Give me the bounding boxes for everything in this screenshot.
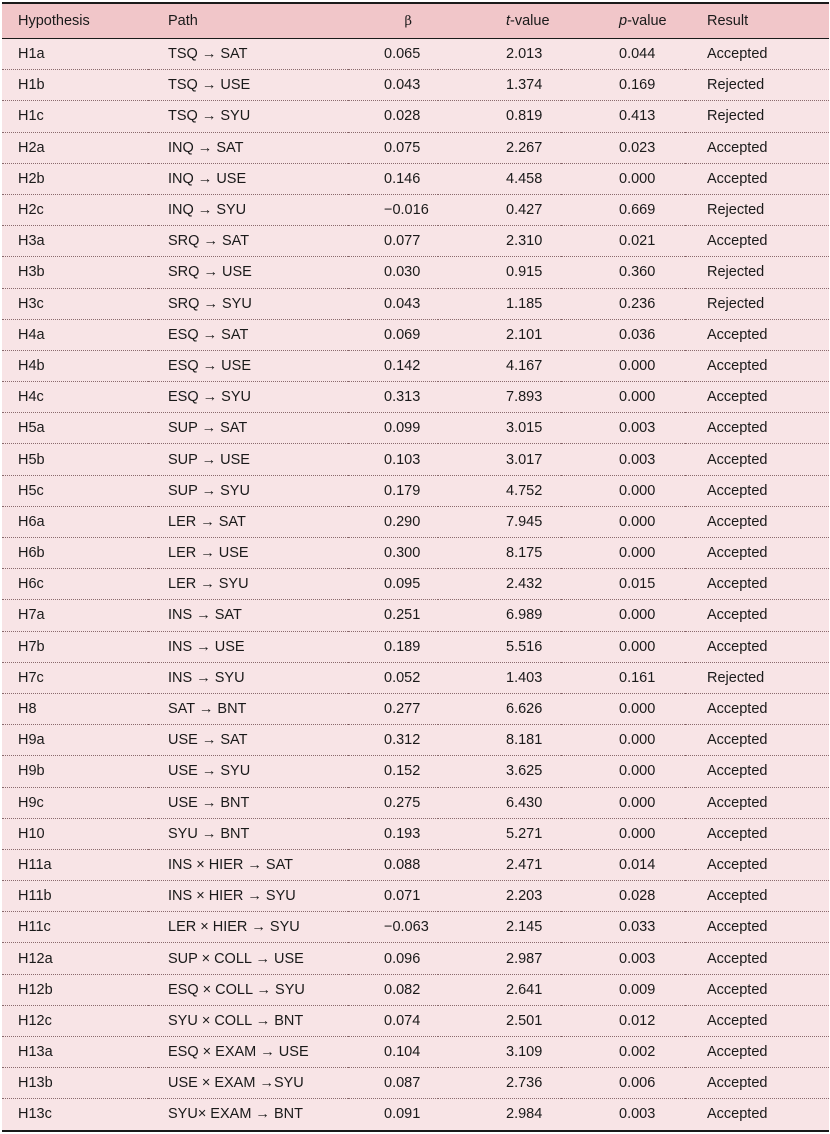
cell-hypothesis: H12b — [2, 974, 148, 1005]
cell-path: SUP → SYU — [148, 475, 348, 506]
cell-t-value: 2.310 — [438, 226, 561, 257]
cell-t-value: 3.017 — [438, 444, 561, 475]
cell-hypothesis: H11b — [2, 881, 148, 912]
cell-path: INS → USE — [148, 631, 348, 662]
cell-t-value: 4.458 — [438, 163, 561, 194]
cell-p-value: 0.002 — [561, 1037, 685, 1068]
cell-t-value: 3.015 — [438, 413, 561, 444]
cell-result: Rejected — [685, 101, 829, 132]
cell-p-value: 0.036 — [561, 319, 685, 350]
cell-p-value: 0.000 — [561, 756, 685, 787]
cell-p-value: 0.161 — [561, 662, 685, 693]
cell-p-value: 0.033 — [561, 912, 685, 943]
cell-beta: −0.016 — [348, 194, 438, 225]
cell-hypothesis: H4c — [2, 382, 148, 413]
cell-hypothesis: H2a — [2, 132, 148, 163]
cell-t-value: 2.736 — [438, 1068, 561, 1099]
table-row — [2, 226, 829, 257]
cell-t-value: 0.427 — [438, 194, 561, 225]
cell-hypothesis: H11c — [2, 912, 148, 943]
cell-hypothesis: H1c — [2, 101, 148, 132]
cell-beta: 0.099 — [348, 413, 438, 444]
cell-t-value: 6.626 — [438, 693, 561, 724]
table-row — [2, 444, 829, 475]
cell-beta: 0.290 — [348, 506, 438, 537]
table-row — [2, 662, 829, 693]
table-row — [2, 382, 829, 413]
cell-hypothesis: H3a — [2, 226, 148, 257]
cell-beta: 0.095 — [348, 569, 438, 600]
cell-hypothesis: H9a — [2, 725, 148, 756]
cell-hypothesis: H3b — [2, 257, 148, 288]
cell-t-value: 7.893 — [438, 382, 561, 413]
cell-result: Accepted — [685, 849, 829, 880]
table-body — [2, 39, 829, 1130]
table-row — [2, 943, 829, 974]
cell-hypothesis: H2b — [2, 163, 148, 194]
cell-beta: 0.104 — [348, 1037, 438, 1068]
cell-t-value: 3.109 — [438, 1037, 561, 1068]
cell-beta: 0.300 — [348, 538, 438, 569]
table-row — [2, 631, 829, 662]
cell-hypothesis: H2c — [2, 194, 148, 225]
table-row — [2, 319, 829, 350]
cell-beta: 0.030 — [348, 257, 438, 288]
cell-path: SYU → BNT — [148, 818, 348, 849]
cell-hypothesis: H9c — [2, 787, 148, 818]
cell-p-value: 0.169 — [561, 70, 685, 101]
cell-p-value: 0.000 — [561, 538, 685, 569]
cell-result: Accepted — [685, 382, 829, 413]
cell-hypothesis: H10 — [2, 818, 148, 849]
cell-p-value: 0.006 — [561, 1068, 685, 1099]
header-p-italic: p — [619, 13, 628, 29]
cell-p-value: 0.000 — [561, 163, 685, 194]
cell-p-value: 0.003 — [561, 943, 685, 974]
cell-hypothesis: H7a — [2, 600, 148, 631]
cell-result: Accepted — [685, 912, 829, 943]
cell-t-value: 3.625 — [438, 756, 561, 787]
cell-p-value: 0.015 — [561, 569, 685, 600]
hypothesis-results-table — [2, 2, 829, 1132]
cell-hypothesis: H7c — [2, 662, 148, 693]
cell-t-value: 2.471 — [438, 849, 561, 880]
cell-result: Accepted — [707, 1106, 768, 1123]
table-row — [2, 693, 829, 724]
cell-result: Accepted — [685, 1037, 829, 1068]
cell-beta: 0.091 — [384, 1106, 421, 1123]
cell-p-value: 0.413 — [561, 101, 685, 132]
header-path: Path — [148, 4, 348, 39]
cell-t-value: 8.181 — [438, 725, 561, 756]
cell-path: SYU × COLL → BNT — [148, 1005, 348, 1036]
cell-p-value: 0.014 — [561, 849, 685, 880]
header-beta: β — [348, 4, 438, 39]
cell-hypothesis: H3c — [2, 288, 148, 319]
table-row — [2, 1068, 829, 1099]
cell-beta: 0.179 — [348, 475, 438, 506]
cell-path: INQ → SAT — [148, 132, 348, 163]
cell-p-value: 0.003 — [561, 444, 685, 475]
cell-p-value: 0.003 — [619, 1106, 656, 1123]
cell-t-value: 5.516 — [438, 631, 561, 662]
cell-hypothesis: H12c — [2, 1005, 148, 1036]
cell-t-value: 1.185 — [438, 288, 561, 319]
cell-p-value: 0.003 — [561, 413, 685, 444]
cell-beta: 0.313 — [348, 382, 438, 413]
cell-t-value: 2.203 — [438, 881, 561, 912]
cell-beta: 0.087 — [348, 1068, 438, 1099]
cell-p-value: 0.009 — [561, 974, 685, 1005]
header-t-value — [438, 4, 561, 39]
cell-path: USE → SYU — [148, 756, 348, 787]
cell-result: Accepted — [685, 538, 829, 569]
cell-result: Accepted — [685, 506, 829, 537]
cell-p-value: 0.669 — [561, 194, 685, 225]
cell-result: Accepted — [685, 725, 829, 756]
cell-result: Accepted — [685, 881, 829, 912]
cell-hypothesis: H4b — [2, 350, 148, 381]
table-row — [2, 163, 829, 194]
table-row — [2, 506, 829, 537]
cell-path: ESQ → USE — [148, 350, 348, 381]
cell-t-value: 4.167 — [438, 350, 561, 381]
cell-path: SUP × COLL → USE — [148, 943, 348, 974]
cell-path: LER → USE — [148, 538, 348, 569]
cell-path: LER → SAT — [148, 506, 348, 537]
cell-path: SRQ → SYU — [148, 288, 348, 319]
cell-t-value: 0.915 — [438, 257, 561, 288]
cell-beta: 0.142 — [348, 350, 438, 381]
cell-path: ESQ → SAT — [148, 319, 348, 350]
cell-path: SYU× EXAM → BNT — [168, 1106, 303, 1123]
cell-t-value: 5.271 — [438, 818, 561, 849]
header-p-value — [561, 4, 685, 39]
cell-p-value: 0.021 — [561, 226, 685, 257]
cell-hypothesis: H7b — [2, 631, 148, 662]
cell-result: Accepted — [685, 818, 829, 849]
cell-p-value: 0.028 — [561, 881, 685, 912]
cell-path: LER → SYU — [148, 569, 348, 600]
cell-result: Rejected — [685, 257, 829, 288]
table-row — [2, 538, 829, 569]
cell-beta: 0.152 — [348, 756, 438, 787]
cell-result: Accepted — [685, 444, 829, 475]
results-table — [2, 4, 829, 1130]
table-row — [2, 849, 829, 880]
cell-p-value: 0.044 — [561, 39, 685, 70]
cell-result: Accepted — [685, 226, 829, 257]
cell-t-value: 2.501 — [438, 1005, 561, 1036]
cell-p-value: 0.000 — [561, 693, 685, 724]
cell-path: ESQ → SYU — [148, 382, 348, 413]
cell-t-value: 2.987 — [438, 943, 561, 974]
cell-beta: 0.189 — [348, 631, 438, 662]
table-row — [2, 600, 829, 631]
cell-beta: 0.069 — [348, 319, 438, 350]
cell-path: SRQ → SAT — [148, 226, 348, 257]
cell-beta: 0.043 — [348, 288, 438, 319]
cell-beta: 0.277 — [348, 693, 438, 724]
table-row — [2, 350, 829, 381]
table-row — [2, 1037, 829, 1068]
cell-t-value: 6.989 — [438, 600, 561, 631]
table-row — [2, 132, 829, 163]
cell-result: Accepted — [685, 756, 829, 787]
cell-beta: 0.065 — [348, 39, 438, 70]
cell-result: Accepted — [685, 413, 829, 444]
cell-result: Accepted — [685, 163, 829, 194]
cell-result: Accepted — [685, 1005, 829, 1036]
cell-t-value: 2.641 — [438, 974, 561, 1005]
table-row — [2, 413, 829, 444]
cell-path: TSQ → USE — [148, 70, 348, 101]
cell-result: Rejected — [685, 662, 829, 693]
cell-beta: −0.063 — [348, 912, 438, 943]
cell-path: INQ → USE — [148, 163, 348, 194]
table-row — [2, 1005, 829, 1036]
cell-result: Accepted — [685, 1068, 829, 1099]
cell-hypothesis: H11a — [2, 849, 148, 880]
cell-path: INS → SYU — [148, 662, 348, 693]
cell-path: ESQ × EXAM → USE — [148, 1037, 348, 1068]
cell-result: Accepted — [685, 39, 829, 70]
cell-path: TSQ → SYU — [148, 101, 348, 132]
cell-hypothesis: H13a — [2, 1037, 148, 1068]
cell-t-value: 2.101 — [438, 319, 561, 350]
cell-path: SRQ → USE — [148, 257, 348, 288]
cell-hypothesis: H6c — [2, 569, 148, 600]
cell-result: Accepted — [685, 350, 829, 381]
cell-result: Accepted — [685, 600, 829, 631]
cell-beta: 0.074 — [348, 1005, 438, 1036]
cell-hypothesis: H12a — [2, 943, 148, 974]
cell-t-value: 0.819 — [438, 101, 561, 132]
cell-hypothesis: H4a — [2, 319, 148, 350]
cell-p-value: 0.000 — [561, 382, 685, 413]
cell-hypothesis: H5b — [2, 444, 148, 475]
cell-result: Accepted — [685, 569, 829, 600]
table-row — [2, 818, 829, 849]
cell-path: INQ → SYU — [148, 194, 348, 225]
cell-p-value: 0.000 — [561, 787, 685, 818]
cell-t-value: 8.175 — [438, 538, 561, 569]
cell-t-value: 4.752 — [438, 475, 561, 506]
cell-beta: 0.088 — [348, 849, 438, 880]
table-row — [2, 725, 829, 756]
cell-p-value: 0.360 — [561, 257, 685, 288]
cell-hypothesis: H6b — [2, 538, 148, 569]
cell-path: LER × HIER → SYU — [148, 912, 348, 943]
cell-beta: 0.075 — [348, 132, 438, 163]
cell-path: SUP → SAT — [148, 413, 348, 444]
cell-t-value: 2.432 — [438, 569, 561, 600]
header-p-rest: -value — [627, 13, 667, 29]
cell-beta: 0.077 — [348, 226, 438, 257]
cell-beta: 0.052 — [348, 662, 438, 693]
cell-path: INS × HIER → SAT — [148, 849, 348, 880]
cell-t-value: 1.374 — [438, 70, 561, 101]
table-row — [2, 194, 829, 225]
table-row — [2, 101, 829, 132]
cell-path: INS × HIER → SYU — [148, 881, 348, 912]
table-row — [2, 475, 829, 506]
cell-result: Rejected — [685, 70, 829, 101]
cell-t-value: 2.267 — [438, 132, 561, 163]
cell-path: USE × EXAM →SYU — [148, 1068, 348, 1099]
cell-result: Accepted — [685, 693, 829, 724]
table-row — [2, 912, 829, 943]
table-row — [2, 787, 829, 818]
table-row — [2, 569, 829, 600]
cell-result: Accepted — [685, 974, 829, 1005]
cell-p-value: 0.236 — [561, 288, 685, 319]
cell-hypothesis: H5c — [2, 475, 148, 506]
table-row — [2, 881, 829, 912]
cell-p-value: 0.000 — [561, 506, 685, 537]
table-row — [2, 70, 829, 101]
cell-t-value: 7.945 — [438, 506, 561, 537]
cell-hypothesis: H13b — [2, 1068, 148, 1099]
table-row — [2, 39, 829, 70]
cell-result: Accepted — [685, 787, 829, 818]
cell-t-value: 2.013 — [438, 39, 561, 70]
cell-result: Accepted — [685, 132, 829, 163]
cell-beta: 0.275 — [348, 787, 438, 818]
cell-beta: 0.043 — [348, 70, 438, 101]
table-row — [2, 1099, 829, 1130]
cell-p-value: 0.000 — [561, 725, 685, 756]
header-hypothesis: Hypothesis — [2, 4, 148, 39]
cell-hypothesis: H6a — [2, 506, 148, 537]
cell-beta: 0.096 — [348, 943, 438, 974]
cell-hypothesis: H1a — [2, 39, 148, 70]
cell-t-value: 2.984 — [506, 1106, 543, 1123]
cell-beta: 0.071 — [348, 881, 438, 912]
cell-p-value: 0.000 — [561, 818, 685, 849]
cell-result: Rejected — [685, 288, 829, 319]
cell-beta: 0.251 — [348, 600, 438, 631]
cell-p-value: 0.000 — [561, 600, 685, 631]
cell-result: Accepted — [685, 319, 829, 350]
cell-hypothesis: H13c — [18, 1106, 52, 1123]
cell-t-value: 1.403 — [438, 662, 561, 693]
cell-result: Accepted — [685, 631, 829, 662]
cell-p-value: 0.000 — [561, 475, 685, 506]
table-row — [2, 756, 829, 787]
cell-result: Rejected — [685, 194, 829, 225]
cell-t-value: 6.430 — [438, 787, 561, 818]
cell-path: USE → BNT — [148, 787, 348, 818]
header-row — [2, 4, 829, 39]
header-t-italic: t — [506, 13, 511, 29]
cell-result: Accepted — [685, 943, 829, 974]
cell-result: Accepted — [685, 475, 829, 506]
cell-beta: 0.082 — [348, 974, 438, 1005]
cell-path: USE → SAT — [148, 725, 348, 756]
cell-beta: 0.103 — [348, 444, 438, 475]
cell-p-value: 0.023 — [561, 132, 685, 163]
table-row — [2, 974, 829, 1005]
cell-path: SUP → USE — [148, 444, 348, 475]
cell-hypothesis: H8 — [2, 693, 148, 724]
cell-path: ESQ × COLL → SYU — [148, 974, 348, 1005]
table-row — [2, 288, 829, 319]
header-t-rest: -value — [510, 13, 550, 29]
cell-beta: 0.312 — [348, 725, 438, 756]
cell-path: SAT → BNT — [148, 693, 348, 724]
cell-path: INS → SAT — [148, 600, 348, 631]
cell-beta: 0.146 — [348, 163, 438, 194]
cell-beta: 0.193 — [348, 818, 438, 849]
cell-p-value: 0.000 — [561, 631, 685, 662]
cell-p-value: 0.000 — [561, 350, 685, 381]
cell-beta: 0.028 — [348, 101, 438, 132]
cell-path: TSQ → SAT — [148, 39, 348, 70]
cell-hypothesis: H1b — [2, 70, 148, 101]
cell-hypothesis: H5a — [2, 413, 148, 444]
header-result: Result — [685, 4, 829, 39]
table-row — [2, 257, 829, 288]
cell-t-value: 2.145 — [438, 912, 561, 943]
cell-p-value: 0.012 — [561, 1005, 685, 1036]
cell-hypothesis: H9b — [2, 756, 148, 787]
table-header — [2, 4, 829, 39]
